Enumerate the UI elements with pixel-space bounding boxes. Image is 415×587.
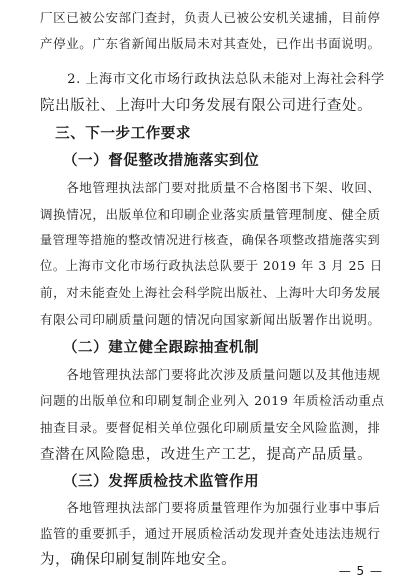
body-text-line: 调换情况，出版单位和印刷企业落实质量管理制度、健全质 <box>40 207 381 222</box>
body-text-line: 问题的出版单位和印刷复制企业列入 2019 年质检活动重点 <box>40 393 385 408</box>
body-text-line: 2. 上海市文化市场行政执法总队未能对上海社会科学 <box>40 72 385 87</box>
body-text-line: 各地管理执法部门要将质量管理作为加强行业事中事后 <box>40 500 381 515</box>
body-text-line: 监管的重要抓手，通过开展质检活动发现并查处违法违规行 <box>40 526 381 541</box>
body-text-line: 院出版社、上海叶大印务发展有限公司进行查处。 <box>40 98 373 114</box>
body-text-line: 各地管理执法部门要将此次涉及质量问题以及其他违规 <box>40 367 381 382</box>
body-text-line: 查潜在风险隐患，改进生产工艺，提高产品质量。 <box>40 447 373 463</box>
body-text-line: 量管理等措施的整改情况进行核查，确保各项整改措施落实到 <box>40 233 381 247</box>
body-text-line: 产停业。广东省新闻出版局未对其查处，已作出书面说明。 <box>40 36 381 51</box>
subsection-heading: （三）发挥质检技术监管作用 <box>40 473 260 490</box>
page-number: — 5 — <box>338 564 383 578</box>
body-text-line: 抽查目录。要督促相关单位强化印刷质量安全风险监测，排 <box>40 420 381 435</box>
body-text-line: 各地管理执法部门要对批质量不合格图书下架、收回、 <box>40 180 381 195</box>
body-text-line: 有限公司印刷质量问题的情况向国家新闻出版署作出说明。 <box>40 312 381 327</box>
body-text-line: 位。上海市文化市场行政执法总队要于 2019 年 3 月 25 日 <box>40 259 383 273</box>
subsection-heading: （二）建立健全跟踪抽查机制 <box>40 339 260 356</box>
subsection-heading: （一）督促整改措施落实到位 <box>40 152 260 169</box>
body-text-line: 前，对未能查处上海社会科学院出版社、上海叶大印务发展 <box>40 285 381 300</box>
body-text-line: 为，确保印刷复制阵地安全。 <box>40 552 237 568</box>
section-heading: 三、下一步工作要求 <box>40 126 191 142</box>
body-text-line: 厂区已被公安部门查封，负责人已被公安机关逮捕，目前停 <box>40 10 381 25</box>
